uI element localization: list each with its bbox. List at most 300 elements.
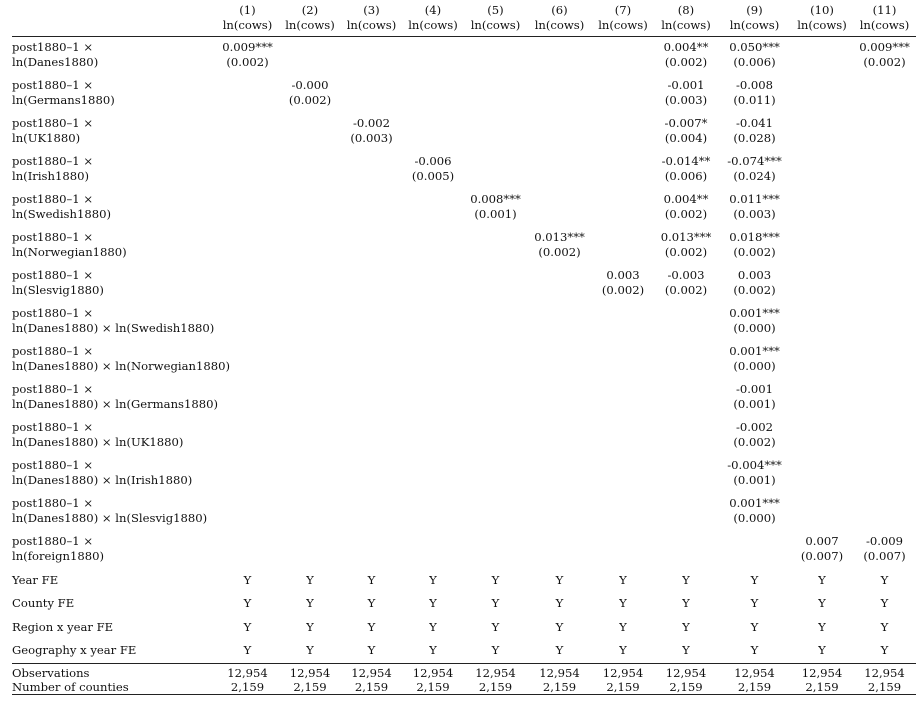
standard-error: (0.000) — [733, 320, 776, 335]
fixed-effect-cell: Y — [429, 619, 437, 634]
coefficient-cell — [341, 417, 402, 455]
fixed-effect-cell: Y — [555, 619, 564, 634]
coefficient-cell — [279, 189, 341, 227]
coefficient-cell — [464, 379, 527, 417]
row-label-line1: post1880–1 × — [12, 191, 94, 206]
row-label — [12, 189, 216, 227]
row-label-line1: post1880–1 × — [12, 229, 94, 244]
statistic-cell: 12,954 — [227, 665, 268, 680]
fixed-effect-cell: Y — [491, 619, 500, 634]
coefficient-cell — [654, 493, 718, 531]
coefficient-cell — [527, 113, 592, 151]
coefficient-cell — [341, 189, 402, 227]
estimate: 0.001*** — [729, 495, 780, 510]
standard-error: (0.002) — [863, 55, 906, 69]
coefficient-cell — [791, 37, 853, 75]
coefficient-cell — [654, 37, 718, 75]
fixed-effect-cell: Y — [619, 572, 627, 587]
coefficient-cell — [402, 379, 464, 417]
coefficient-cell — [341, 151, 402, 189]
coefficient-row — [12, 341, 916, 379]
statistic-row — [12, 680, 916, 695]
coefficient-cell — [853, 531, 916, 569]
coefficient-cell — [402, 417, 464, 455]
estimate: -0.000 — [291, 77, 329, 92]
fixed-effect-row — [12, 569, 916, 593]
estimate: 0.011*** — [729, 191, 780, 206]
row-label — [12, 341, 230, 379]
coefficient-cell — [654, 341, 718, 379]
row-label: Year FE — [12, 572, 59, 587]
table-body — [12, 37, 916, 695]
column-header — [279, 3, 341, 37]
coefficient-cell — [464, 455, 527, 493]
dependent-variable: ln(cows) — [661, 18, 711, 32]
coefficient-cell — [592, 37, 654, 75]
row-label-line2: ln(Norwegian1880) — [12, 244, 127, 259]
standard-error: (0.002) — [664, 206, 708, 221]
statistic-cell: 12,954 — [351, 665, 392, 680]
fixed-effect-cell: Y — [555, 572, 564, 587]
fixed-effect-cell: Y — [491, 643, 500, 658]
coefficient-cell — [402, 37, 464, 75]
dependent-variable: ln(cows) — [222, 18, 273, 32]
coefficient-cell — [853, 75, 916, 113]
coefficient-cell — [464, 493, 527, 531]
estimate: -0.003 — [667, 267, 705, 282]
estimate: 0.004** — [663, 191, 709, 206]
row-label: Observations — [12, 665, 90, 680]
fixed-effect-cell: Y — [880, 572, 889, 587]
row-label: Number of counties — [12, 679, 129, 694]
coefficient-cell — [592, 151, 654, 189]
column-number: (5) — [487, 3, 504, 17]
standard-error: (0.003) — [350, 130, 393, 145]
column-header — [853, 3, 916, 37]
row-label-line2: ln(Slesvig1880) — [12, 282, 104, 297]
coefficient-cell — [791, 151, 853, 189]
coefficient-cell — [592, 531, 654, 569]
coefficient-cell — [527, 531, 592, 569]
dependent-variable: ln(cows) — [285, 18, 335, 32]
estimate: 0.003 — [737, 267, 772, 282]
fixed-effect-cell: Y — [880, 619, 889, 634]
dependent-variable: ln(cows) — [598, 18, 648, 32]
estimate: -0.074*** — [727, 153, 782, 168]
fixed-effect-cell: Y — [306, 643, 314, 658]
estimate: 0.018*** — [729, 229, 780, 244]
estimate: 0.004** — [663, 40, 709, 54]
row-label-line2: ln(foreign1880) — [12, 548, 104, 563]
coefficient-cell — [853, 151, 916, 189]
coefficient-cell — [464, 113, 527, 151]
fixed-effect-cell: Y — [619, 643, 627, 658]
coefficient-cell — [791, 189, 853, 227]
coefficient-cell — [527, 379, 592, 417]
coefficient-cell — [853, 265, 916, 303]
row-label-line2: ln(Danes1880) × ln(UK1880) — [12, 434, 184, 449]
coefficient-cell — [791, 227, 853, 265]
fixed-effect-cell: Y — [429, 596, 437, 611]
coefficient-cell — [402, 75, 464, 113]
coefficient-cell — [592, 341, 654, 379]
coefficient-cell — [402, 189, 464, 227]
statistic-cell: 2,159 — [293, 679, 327, 694]
fixed-effect-cell: Y — [555, 643, 564, 658]
coefficient-cell — [853, 227, 916, 265]
coefficient-cell — [279, 531, 341, 569]
coefficient-cell — [718, 379, 791, 417]
row-label-line2: ln(Danes1880) × ln(Swedish1880) — [12, 320, 215, 335]
row-label — [12, 303, 216, 341]
statistic-cell: 2,159 — [478, 679, 513, 694]
coefficient-cell — [216, 379, 279, 417]
coefficient-cell — [341, 227, 402, 265]
coefficient-cell — [853, 303, 916, 341]
coefficient-row — [12, 417, 916, 455]
coefficient-cell — [464, 303, 527, 341]
coefficient-cell — [402, 455, 464, 493]
fixed-effect-cell: Y — [555, 596, 564, 611]
coefficient-cell — [718, 455, 791, 493]
coefficient-cell — [464, 189, 527, 227]
coefficient-cell — [216, 113, 279, 151]
column-number: (9) — [746, 3, 763, 17]
standard-error: (0.005) — [411, 168, 455, 183]
column-number: (11) — [872, 3, 897, 17]
coefficient-cell — [853, 341, 916, 379]
row-label-line2: ln(UK1880) — [12, 130, 81, 145]
fixed-effect-cell: Y — [367, 619, 376, 634]
fixed-effect-cell: Y — [243, 643, 252, 658]
estimate: 0.009*** — [859, 40, 910, 54]
estimate: -0.006 — [414, 153, 452, 168]
coefficient-cell — [464, 37, 527, 75]
coefficient-row — [12, 189, 916, 227]
row-label: Geography x year FE — [12, 643, 137, 658]
statistic-cell: 2,159 — [542, 679, 577, 694]
coefficient-cell — [341, 379, 402, 417]
estimate: 0.007 — [805, 533, 839, 548]
coefficient-cell — [279, 37, 341, 75]
column-header — [341, 3, 402, 37]
fixed-effect-cell: Y — [306, 596, 314, 611]
row-label-line2: ln(Danes1880) × ln(Germans1880) — [12, 396, 219, 411]
standard-error: (0.002) — [733, 244, 776, 259]
coefficient-cell — [216, 417, 279, 455]
row-label — [12, 531, 216, 569]
coefficient-row — [12, 37, 916, 75]
fixed-effect-row — [12, 639, 916, 663]
row-label-line1: post1880–1 × — [12, 153, 94, 168]
standard-error: (0.003) — [664, 92, 708, 107]
coefficient-cell — [279, 341, 341, 379]
fixed-effect-cell: Y — [682, 643, 690, 658]
coefficient-cell — [592, 455, 654, 493]
row-label-line2: ln(Swedish1880) — [12, 206, 111, 221]
dependent-variable: ln(cows) — [729, 18, 780, 32]
fixed-effect-cell: Y — [619, 619, 627, 634]
coefficient-cell — [527, 455, 592, 493]
coefficient-cell — [654, 417, 718, 455]
coefficient-cell — [216, 493, 279, 531]
fixed-effect-cell: Y — [880, 643, 889, 658]
coefficient-row — [12, 303, 916, 341]
statistic-cell: 2,159 — [354, 679, 389, 694]
row-label-line2: ln(Danes1880) × ln(Slesvig1880) — [12, 510, 208, 525]
coefficient-cell — [279, 265, 341, 303]
coefficient-cell — [402, 303, 464, 341]
coefficient-cell — [464, 341, 527, 379]
coefficient-cell — [791, 75, 853, 113]
estimate: 0.001*** — [729, 343, 780, 358]
fixed-effect-cell: Y — [491, 596, 500, 611]
coefficient-row — [12, 531, 916, 569]
fixed-effect-cell: Y — [818, 643, 826, 658]
coefficient-cell — [718, 303, 791, 341]
coefficient-cell — [464, 75, 527, 113]
coefficient-cell — [791, 531, 853, 569]
column-header — [464, 3, 527, 37]
estimate: 0.050*** — [729, 40, 780, 54]
coefficient-row — [12, 151, 916, 189]
coefficient-cell — [718, 227, 791, 265]
coefficient-cell — [279, 75, 341, 113]
row-label — [12, 113, 216, 151]
header-row — [12, 3, 916, 37]
statistic-cell: 12,954 — [864, 665, 905, 680]
coefficient-cell — [718, 189, 791, 227]
coefficient-cell — [341, 531, 402, 569]
column-number: (2) — [301, 3, 319, 17]
coefficient-cell — [791, 493, 853, 531]
coefficient-cell — [654, 151, 718, 189]
coefficient-cell — [527, 417, 592, 455]
coefficient-cell — [341, 303, 402, 341]
standard-error: (0.001) — [733, 472, 776, 487]
standard-error: (0.002) — [601, 282, 645, 297]
coefficient-cell — [279, 151, 341, 189]
coefficient-cell — [341, 37, 402, 75]
coefficient-cell — [791, 417, 853, 455]
fixed-effect-cell: Y — [243, 596, 252, 611]
statistic-cell: 12,954 — [665, 665, 707, 680]
row-label — [12, 37, 216, 75]
column-number: (4) — [424, 3, 442, 17]
column-header — [527, 3, 592, 37]
coefficient-cell — [718, 417, 791, 455]
header-label-cell — [12, 3, 216, 37]
statistic-cell: 2,159 — [669, 679, 703, 694]
row-label-line1: post1880–1 × — [12, 419, 94, 434]
estimate: -0.001 — [667, 77, 705, 92]
standard-error: (0.002) — [664, 244, 708, 259]
standard-error: (0.002) — [664, 55, 708, 69]
coefficient-cell — [718, 341, 791, 379]
estimate: -0.014** — [661, 153, 711, 168]
coefficient-cell — [402, 151, 464, 189]
standard-error: (0.006) — [664, 168, 708, 183]
column-header — [718, 3, 791, 37]
coefficient-cell — [527, 75, 592, 113]
estimate: -0.009 — [865, 533, 904, 548]
column-header — [402, 3, 464, 37]
fixed-effect-cell: Y — [243, 572, 252, 587]
coefficient-cell — [527, 303, 592, 341]
statistic-cell: 2,159 — [606, 679, 640, 694]
statistic-cell: 2,159 — [867, 679, 902, 694]
column-header — [216, 3, 279, 37]
estimate: 0.008*** — [470, 191, 521, 206]
coefficient-cell — [279, 455, 341, 493]
standard-error: (0.002) — [288, 92, 332, 107]
coefficient-cell — [464, 417, 527, 455]
coefficient-cell — [216, 151, 279, 189]
coefficient-cell — [592, 493, 654, 531]
row-label-line1: post1880–1 × — [12, 457, 94, 472]
coefficient-cell — [216, 189, 279, 227]
coefficient-cell — [853, 189, 916, 227]
column-header — [654, 3, 718, 37]
coefficient-cell — [464, 227, 527, 265]
standard-error: (0.002) — [664, 282, 708, 297]
statistic-cell: 12,954 — [475, 665, 516, 680]
standard-error: (0.000) — [733, 358, 776, 373]
fixed-effect-row — [12, 592, 916, 616]
estimate: -0.002 — [735, 419, 774, 434]
coefficient-cell — [791, 379, 853, 417]
coefficient-cell — [402, 265, 464, 303]
estimate: -0.004*** — [727, 457, 782, 472]
estimate: -0.001 — [735, 381, 774, 396]
fixed-effect-cell: Y — [491, 572, 500, 587]
standard-error: (0.028) — [733, 130, 776, 145]
coefficient-cell — [216, 455, 279, 493]
fixed-effect-cell: Y — [619, 596, 627, 611]
coefficient-cell — [279, 417, 341, 455]
standard-error: (0.002) — [733, 434, 776, 449]
fixed-effect-cell: Y — [429, 643, 437, 658]
standard-error: (0.011) — [733, 92, 776, 107]
row-label-line2: ln(Danes1880) × ln(Norwegian1880) — [12, 358, 230, 373]
fixed-effect-cell: Y — [367, 643, 376, 658]
standard-error: (0.006) — [733, 55, 776, 69]
coefficient-cell — [527, 493, 592, 531]
fixed-effect-cell: Y — [306, 619, 314, 634]
statistic-cell: 12,954 — [412, 665, 454, 680]
coefficient-cell — [718, 265, 791, 303]
standard-error: (0.007) — [800, 548, 844, 563]
statistic-cell: 12,954 — [602, 665, 644, 680]
statistic-cell: 12,954 — [539, 665, 580, 680]
dependent-variable: ln(cows) — [470, 18, 521, 32]
coefficient-cell — [853, 455, 916, 493]
dependent-variable: ln(cows) — [859, 18, 910, 32]
statistic-cell: 2,159 — [805, 679, 839, 694]
coefficient-cell — [592, 265, 654, 303]
coefficient-row — [12, 265, 916, 303]
coefficient-cell — [853, 417, 916, 455]
column-number: (7) — [614, 3, 632, 17]
coefficient-cell — [402, 493, 464, 531]
row-label — [12, 493, 216, 531]
coefficient-cell — [527, 227, 592, 265]
fixed-effect-cell: Y — [682, 619, 690, 634]
coefficient-cell — [654, 265, 718, 303]
standard-error: (0.003) — [733, 206, 776, 221]
fixed-effect-row — [12, 616, 916, 640]
standard-error: (0.002) — [538, 244, 581, 259]
standard-error: (0.004) — [664, 130, 708, 145]
coefficient-cell — [592, 227, 654, 265]
statistic-row — [12, 663, 916, 680]
coefficient-cell — [527, 265, 592, 303]
coefficient-cell — [592, 417, 654, 455]
coefficient-row — [12, 227, 916, 265]
dependent-variable: ln(cows) — [797, 18, 847, 32]
coefficient-cell — [216, 75, 279, 113]
coefficient-cell — [279, 493, 341, 531]
standard-error: (0.024) — [733, 168, 776, 183]
row-label-line1: post1880–1 × — [12, 343, 94, 358]
coefficient-cell — [853, 379, 916, 417]
row-label-line2: ln(Danes1880) × ln(Irish1880) — [12, 472, 193, 487]
fixed-effect-cell: Y — [367, 596, 376, 611]
column-number: (3) — [363, 3, 380, 17]
coefficient-row — [12, 455, 916, 493]
statistic-cell: 12,954 — [801, 665, 843, 680]
coefficient-cell — [279, 303, 341, 341]
column-number: (6) — [551, 3, 568, 17]
standard-error: (0.002) — [733, 282, 776, 297]
column-header — [791, 3, 853, 37]
fixed-effect-cell: Y — [818, 619, 826, 634]
standard-error: (0.001) — [733, 396, 776, 411]
coefficient-cell — [279, 113, 341, 151]
coefficient-cell — [216, 531, 279, 569]
row-label — [12, 75, 216, 113]
fixed-effect-cell: Y — [306, 572, 314, 587]
coefficient-row — [12, 493, 916, 531]
fixed-effect-cell: Y — [682, 572, 690, 587]
row-label-line1: post1880–1 × — [12, 533, 94, 548]
fixed-effect-cell: Y — [880, 596, 889, 611]
statistic-cell: 2,159 — [416, 679, 450, 694]
estimate: 0.013*** — [534, 229, 585, 244]
coefficient-cell — [402, 531, 464, 569]
statistic-cell: 2,159 — [230, 679, 265, 694]
coefficient-cell — [341, 341, 402, 379]
fixed-effect-cell: Y — [818, 596, 826, 611]
coefficient-cell — [464, 531, 527, 569]
coefficient-cell — [654, 113, 718, 151]
dependent-variable: ln(cows) — [408, 18, 458, 32]
coefficient-cell — [718, 151, 791, 189]
fixed-effect-cell: Y — [429, 572, 437, 587]
coefficient-row — [12, 113, 916, 151]
row-label: Region x year FE — [12, 619, 114, 634]
coefficient-cell — [402, 113, 464, 151]
coefficient-cell — [279, 227, 341, 265]
coefficient-cell — [592, 379, 654, 417]
coefficient-cell — [279, 379, 341, 417]
coefficient-cell — [853, 37, 916, 75]
coefficient-cell — [341, 265, 402, 303]
coefficient-cell — [341, 75, 402, 113]
fixed-effect-cell: Y — [750, 572, 759, 587]
coefficient-cell — [654, 75, 718, 113]
coefficient-cell — [527, 341, 592, 379]
